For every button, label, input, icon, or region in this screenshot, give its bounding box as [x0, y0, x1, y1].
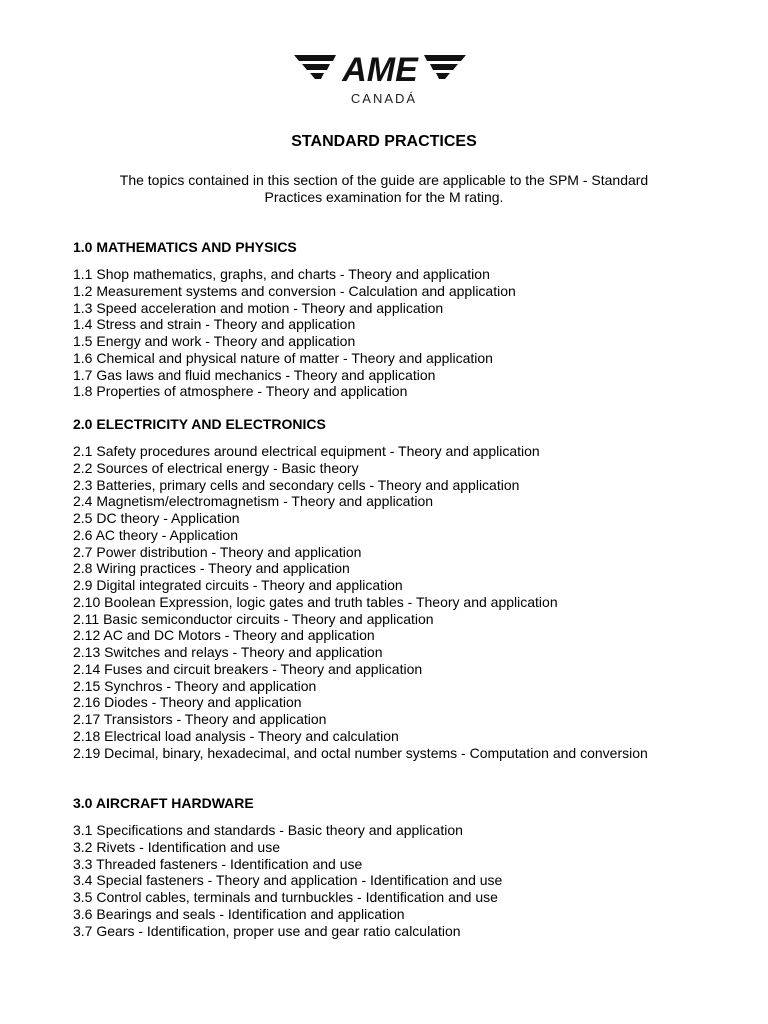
logo-subtitle: CANADÁ [350, 91, 418, 106]
list-item: 3.4 Special fasteners - Theory and application - Identification and use [73, 872, 503, 889]
list-item: 1.4 Stress and strain - Theory and application [73, 316, 356, 333]
list-item: 2.16 Diodes - Theory and application [73, 694, 302, 711]
intro-line: Practices examination for the M rating. [264, 189, 504, 205]
section-heading: 3.0 AIRCRAFT HARDWARE [73, 795, 254, 811]
list-item: 1.7 Gas laws and fluid mechanics - Theory and application [73, 366, 436, 383]
logo-text: AME [342, 51, 418, 89]
list-item: 2.12 AC and DC Motors - Theory and application [73, 627, 375, 644]
list-item: 1.3 Speed acceleration and motion - Theory and application [73, 299, 444, 316]
list-item: 2.4 Magnetism/electromagnetism - Theory and application [73, 493, 434, 510]
section-heading: 2.0 ELECTRICITY AND ELECTRONICS [73, 416, 326, 432]
list-item: 2.6 AC theory - Application [73, 526, 238, 543]
list-item: 2.8 Wiring practices - Theory and application [73, 560, 350, 577]
list-item: 2.14 Fuses and circuit breakers - Theory and application [73, 660, 423, 677]
list-item: 3.7 Gears - Identification, proper use and gear ratio calculation [73, 922, 461, 939]
section-aircraft-hardware [73, 795, 695, 939]
list-item: 2.9 Digital integrated circuits - Theory and application [73, 577, 403, 593]
list-item: 1.8 Properties of atmosphere - Theory and application [73, 383, 408, 400]
topic-list [73, 822, 695, 939]
section-electricity-electronics [73, 416, 695, 761]
list-item: 1.6 Chemical and physical nature of matter - Theory and application [73, 349, 493, 366]
list-item: 1.1 Shop mathematics, graphs, and charts - Theory and application [73, 266, 490, 282]
topic-list [73, 266, 695, 400]
list-item: 2.18 Electrical load analysis - Theory and calculation [73, 727, 399, 744]
section-heading: 1.0 MATHEMATICS AND PHYSICS [73, 239, 297, 255]
list-item: 2.17 Transistors - Theory and application [73, 711, 327, 727]
list-item: 2.13 Switches and relays - Theory and application [73, 644, 383, 660]
list-item: 2.1 Safety procedures around electrical equipment - Theory and application [73, 443, 540, 459]
list-item: 3.3 Threaded fasteners - Identification and use [73, 855, 363, 872]
list-item: 3.6 Bearings and seals - Identification and application [73, 905, 405, 922]
intro-paragraph [80, 172, 688, 206]
list-item: 2.15 Synchros - Theory and application [73, 677, 317, 694]
list-item: 2.19 Decimal, binary, hexadecimal, and octal number systems - Computation and conversion [73, 744, 648, 761]
list-item: 1.2 Measurement systems and conversion - Calculation and application [73, 282, 516, 299]
section-mathematics-physics [73, 239, 695, 400]
list-item: 3.2 Rivets - Identification and use [73, 838, 281, 855]
intro-line: The topics contained in this section of the guide are applicable to the SPM - Standard [119, 172, 649, 188]
list-item: 2.2 Sources of electrical energy - Basic theory [73, 459, 359, 476]
list-item: 2.10 Boolean Expression, logic gates and truth tables - Theory and application [73, 593, 558, 610]
topic-list [73, 443, 695, 761]
list-item: 1.5 Energy and work - Theory and application [73, 333, 356, 349]
list-item: 3.5 Control cables, terminals and turnbuckles - Identification and use [73, 889, 498, 905]
list-item: 2.5 DC theory - Application [73, 510, 240, 526]
list-item: 2.11 Basic semiconductor circuits - Theory and application [73, 610, 434, 627]
list-item: 2.3 Batteries, primary cells and secondary cells - Theory and application [73, 476, 520, 493]
list-item: 2.7 Power distribution - Theory and application [73, 543, 362, 560]
page-title: STANDARD PRACTICES [291, 133, 477, 150]
list-item: 3.1 Specifications and standards - Basic theory and application [73, 822, 463, 838]
